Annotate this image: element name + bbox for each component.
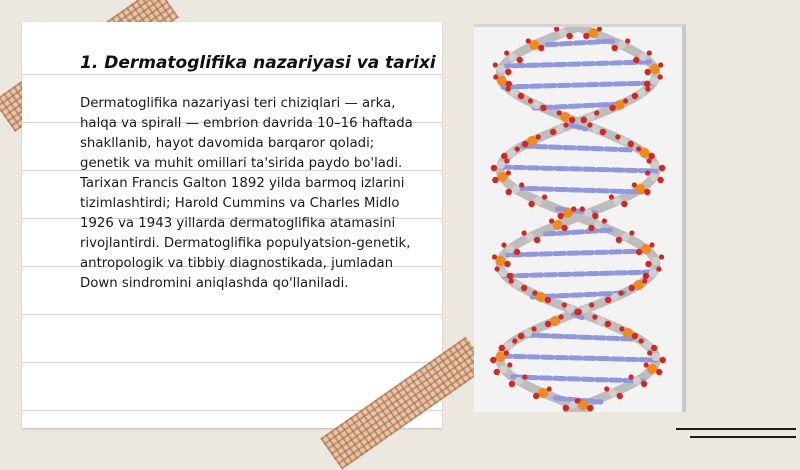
dna-base-pair xyxy=(501,356,656,360)
oxygen-atom xyxy=(636,249,642,255)
oxygen-atom xyxy=(602,218,607,223)
oxygen-atom xyxy=(505,69,511,75)
oxygen-atom xyxy=(615,134,620,139)
carbon-atom xyxy=(499,269,507,277)
carbon-atom xyxy=(587,113,595,121)
oxygen-atom xyxy=(645,69,651,75)
oxygen-atom xyxy=(581,117,587,123)
oxygen-atom xyxy=(656,266,661,271)
oxygen-atom xyxy=(538,45,544,51)
oxygen-atom xyxy=(494,369,500,375)
oxygen-atom xyxy=(623,98,628,103)
oxygen-atom xyxy=(617,393,623,399)
oxygen-atom xyxy=(659,254,664,259)
oxygen-atom xyxy=(592,213,598,219)
oxygen-atom xyxy=(542,194,547,199)
oxygen-atom xyxy=(564,122,569,127)
oxygen-atom xyxy=(629,374,634,379)
oxygen-atom xyxy=(575,398,580,403)
oxygen-atom xyxy=(490,357,496,363)
oxygen-atom xyxy=(522,230,527,235)
carbon-atom xyxy=(592,125,600,133)
oxygen-atom xyxy=(504,350,509,355)
oxygen-atom xyxy=(642,278,647,283)
oxygen-atom xyxy=(625,38,630,43)
dna-base-pair xyxy=(507,62,650,66)
decorative-line-1 xyxy=(676,428,796,430)
carbon-atom xyxy=(559,29,567,37)
oxygen-atom xyxy=(647,158,652,163)
carbon-atom xyxy=(505,341,513,349)
oxygen-atom xyxy=(658,74,663,79)
dna-base-pair xyxy=(502,272,653,276)
carbon-atom xyxy=(524,329,532,337)
dna-base-pair xyxy=(508,251,649,255)
oxygen-atom xyxy=(632,182,637,187)
carbon-atom xyxy=(633,377,641,385)
oxygen-atom xyxy=(507,273,513,279)
oxygen-atom xyxy=(629,285,635,291)
oxygen-atom xyxy=(504,50,509,55)
carbon-atom xyxy=(639,53,647,61)
oxygen-atom xyxy=(533,393,539,399)
oxygen-atom xyxy=(643,273,649,279)
carbon-atom xyxy=(652,257,660,265)
oxygen-atom xyxy=(532,290,537,295)
oxygen-atom xyxy=(588,225,594,231)
oxygen-atom xyxy=(609,194,614,199)
oxygen-atom xyxy=(628,141,634,147)
oxygen-atom xyxy=(594,110,599,115)
dna-base-pair xyxy=(500,167,655,171)
carbon-atom xyxy=(500,365,508,373)
oxygen-atom xyxy=(501,153,507,159)
oxygen-atom xyxy=(518,333,524,339)
oxygen-atom xyxy=(561,225,567,231)
oxygen-atom xyxy=(504,158,509,163)
oxygen-atom xyxy=(558,213,564,219)
oxygen-atom xyxy=(629,230,634,235)
oxygen-atom xyxy=(491,165,497,171)
slide-body-text: Dermatoglifika nazariyasi teri chiziqlari — arka, halqa va spirall — embrion davrida 10–16 haftada shakllanib, hayot davomida barqaror qoladi; genetik va muhit omillari ta'sirida paydo bo'ladi. Tarixan Francis Galton 1892 yilda barmoq izlarini tizimlashtirdi; Harold Cummins va Charles Midlo 1926 va 1943 yillarda dermatoglifika atamasini rivojlantirdi. Dermatoglifika populyatsion-genetik, antropologik va tibbiy diagnostikada, jumladan Down sindromini aniqlashda qo'llaniladi. xyxy=(80,96,413,291)
dna-base-pair xyxy=(543,41,613,45)
oxygen-atom xyxy=(571,206,576,211)
dna-base-pair xyxy=(514,188,642,192)
oxygen-atom xyxy=(651,345,657,351)
oxygen-atom xyxy=(526,38,531,43)
oxygen-atom xyxy=(522,374,527,379)
oxygen-atom xyxy=(645,86,650,91)
carbon-atom xyxy=(613,197,621,205)
slide-title: 1. Dermatoglifika nazariyasi va tarixi xyxy=(80,53,436,73)
carbon-atom xyxy=(556,125,564,133)
carbon-atom xyxy=(622,233,630,241)
oxygen-atom xyxy=(605,321,611,327)
dna-base-pair xyxy=(522,146,633,150)
oxygen-atom xyxy=(521,285,527,291)
oxygen-atom xyxy=(492,177,498,183)
carbon-atom xyxy=(515,377,523,385)
carbon-atom xyxy=(652,353,660,361)
oxygen-atom xyxy=(619,290,624,295)
oxygen-atom xyxy=(645,170,650,175)
oxygen-atom xyxy=(616,237,622,243)
carbon-atom xyxy=(510,89,518,97)
oxygen-atom xyxy=(644,81,650,87)
carbon-atom xyxy=(506,245,514,253)
oxygen-atom xyxy=(659,165,665,171)
oxygen-atom xyxy=(644,189,650,195)
oxygen-atom xyxy=(512,338,517,343)
carbon-atom xyxy=(497,161,505,169)
oxygen-atom xyxy=(519,182,524,187)
carbon-atom xyxy=(650,77,658,85)
oxygen-atom xyxy=(587,405,593,411)
oxygen-atom xyxy=(583,33,589,39)
oxygen-atom xyxy=(587,122,592,127)
oxygen-atom xyxy=(600,129,606,135)
oxygen-atom xyxy=(647,50,652,55)
oxygen-atom xyxy=(522,141,528,147)
oxygen-atom xyxy=(639,338,644,343)
oxygen-atom xyxy=(506,170,511,175)
oxygen-atom xyxy=(509,278,514,283)
oxygen-atom xyxy=(514,249,520,255)
oxygen-atom xyxy=(547,386,552,391)
oxygen-atom xyxy=(493,62,498,67)
carbon-atom xyxy=(649,269,657,277)
carbon-atom xyxy=(497,65,505,73)
oxygen-atom xyxy=(632,333,638,339)
oxygen-atom xyxy=(501,242,506,247)
oxygen-atom xyxy=(644,362,649,367)
oxygen-atom xyxy=(574,309,580,315)
carbon-atom xyxy=(509,53,517,61)
oxygen-atom xyxy=(493,74,498,79)
oxygen-atom xyxy=(657,177,663,183)
carbon-atom xyxy=(620,137,628,145)
carbon-atom xyxy=(651,161,659,169)
dna-image xyxy=(474,24,686,412)
oxygen-atom xyxy=(632,93,638,99)
oxygen-atom xyxy=(545,321,551,327)
dna-helix-model-graphic xyxy=(474,27,682,412)
oxygen-atom xyxy=(515,146,520,151)
oxygen-atom xyxy=(589,302,594,307)
oxygen-atom xyxy=(549,218,554,223)
oxygen-atom xyxy=(656,369,662,375)
oxygen-atom xyxy=(550,129,556,135)
oxygen-atom xyxy=(517,57,523,63)
carbon-atom xyxy=(584,209,592,217)
oxygen-atom xyxy=(647,350,652,355)
carbon-atom xyxy=(643,341,651,349)
dna-base-pair xyxy=(503,83,653,87)
oxygen-atom xyxy=(609,105,615,111)
oxygen-atom xyxy=(605,297,611,303)
oxygen-atom xyxy=(499,345,505,351)
carbon-atom xyxy=(513,281,521,289)
oxygen-atom xyxy=(569,117,575,123)
oxygen-atom xyxy=(528,98,533,103)
carbon-atom xyxy=(566,305,574,313)
dna-base-pair xyxy=(513,377,644,381)
oxygen-atom xyxy=(660,357,666,363)
oxygen-atom xyxy=(633,57,639,63)
carbon-atom xyxy=(507,149,515,157)
oxygen-atom xyxy=(658,62,663,67)
oxygen-atom xyxy=(619,326,624,331)
carbon-atom xyxy=(597,317,605,325)
oxygen-atom xyxy=(645,261,651,267)
decorative-line-2 xyxy=(690,436,796,438)
carbon-atom xyxy=(650,173,658,181)
oxygen-atom xyxy=(563,405,569,411)
oxygen-atom xyxy=(506,189,512,195)
oxygen-atom xyxy=(604,386,609,391)
oxygen-atom xyxy=(492,254,497,259)
oxygen-atom xyxy=(528,201,534,207)
carbon-atom xyxy=(535,197,543,205)
oxygen-atom xyxy=(495,266,500,271)
oxygen-atom xyxy=(540,105,546,111)
carbon-atom xyxy=(618,41,626,49)
oxygen-atom xyxy=(641,381,647,387)
carbon-atom xyxy=(526,233,534,241)
oxygen-atom xyxy=(506,81,512,87)
oxygen-atom xyxy=(536,134,541,139)
carbon-atom xyxy=(582,305,590,313)
oxygen-atom xyxy=(580,206,585,211)
carbon-atom xyxy=(609,389,617,397)
oxygen-atom xyxy=(509,381,515,387)
oxygen-atom xyxy=(507,362,512,367)
oxygen-atom xyxy=(534,237,540,243)
carbon-atom xyxy=(611,293,619,301)
oxygen-atom xyxy=(649,242,654,247)
oxygen-atom xyxy=(566,33,572,39)
carbon-atom xyxy=(638,89,646,97)
oxygen-atom xyxy=(592,314,597,319)
carbon-atom xyxy=(532,101,540,109)
oxygen-atom xyxy=(506,86,511,91)
oxygen-atom xyxy=(562,302,567,307)
carbon-atom xyxy=(512,185,520,193)
oxygen-atom xyxy=(636,146,641,151)
oxygen-atom xyxy=(559,314,564,319)
oxygen-atom xyxy=(545,297,551,303)
oxygen-atom xyxy=(557,110,562,115)
oxygen-atom xyxy=(532,326,537,331)
oxygen-atom xyxy=(649,153,655,159)
oxygen-atom xyxy=(518,93,524,99)
oxygen-atom xyxy=(621,201,627,207)
oxygen-atom xyxy=(612,45,618,51)
dna-base-pair xyxy=(524,335,632,339)
carbon-atom xyxy=(594,221,602,229)
oxygen-atom xyxy=(504,261,510,267)
